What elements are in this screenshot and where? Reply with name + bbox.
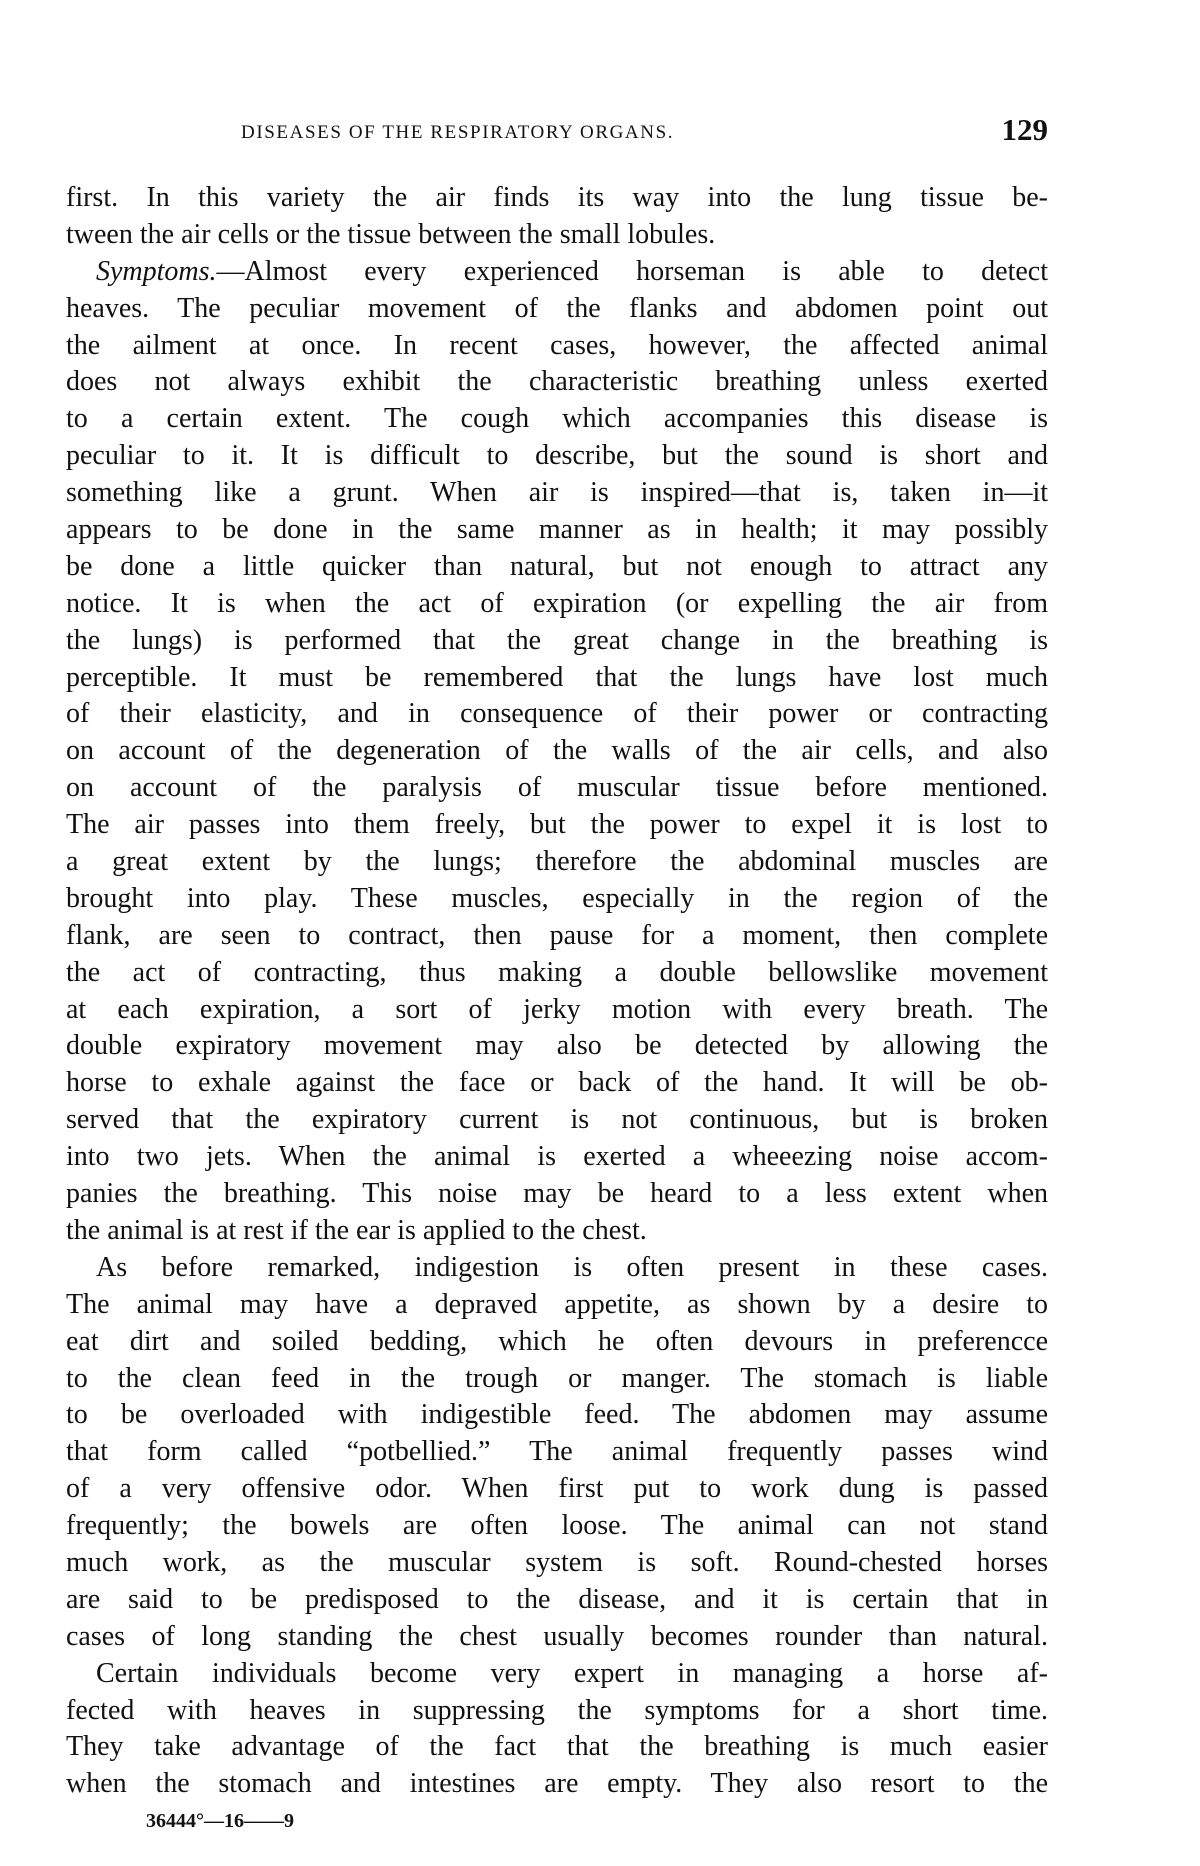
text-line (66, 1582, 1048, 1619)
line-text: on account of the degeneration of the walls of the air cells, and also (66, 735, 1048, 767)
text-line (66, 1250, 1048, 1287)
text-line (66, 1729, 1048, 1766)
text-line (66, 1508, 1048, 1545)
line-text: first. In this variety the air finds its way into the lung tissue be- (66, 182, 1048, 213)
text-line (66, 549, 1048, 586)
text-line (66, 586, 1048, 623)
text-line (66, 660, 1048, 697)
page-number: 129 (1001, 112, 1048, 147)
line-text: —Almost every experienced horseman is able to detect (216, 255, 1048, 287)
line-text: eat dirt and soiled bedding, which he often devours in preferencce (66, 1325, 1048, 1357)
text-line (66, 918, 1048, 955)
text-line (66, 881, 1048, 918)
line-text: be done a little quicker than natural, but not enough to attract any (66, 550, 1048, 582)
text-line (66, 401, 1048, 438)
text-line (66, 328, 1048, 365)
line-text: double expiratory movement may also be detected by allowing the (66, 1030, 1048, 1062)
text-line (66, 475, 1048, 512)
text-line (66, 1397, 1048, 1434)
text-line (66, 438, 1048, 475)
text-line (66, 1471, 1048, 1508)
text-line (66, 1176, 1048, 1213)
text-line (66, 1619, 1048, 1656)
line-text: are said to be predisposed to the disease, and it is certain that in (66, 1583, 1048, 1615)
line-text: into two jets. When the animal is exerted a wheeezing noise accom- (66, 1141, 1048, 1173)
page-header (66, 112, 1048, 152)
line-text: The animal may have a depraved appetite, as shown by a desire to (66, 1288, 1048, 1320)
text-line (66, 254, 1048, 291)
line-text: on account of the paralysis of muscular tissue before mentioned. (66, 772, 1048, 804)
text-line (66, 364, 1048, 401)
text-line (66, 180, 1048, 217)
text-line (66, 291, 1048, 328)
line-text: brought into play. These muscles, especially in the region of the (66, 882, 1048, 914)
line-text: panies the breathing. This noise may be heard to a less extent when (66, 1178, 1048, 1210)
line-text: They take advantage of the fact that the breathing is much easier (66, 1731, 1048, 1763)
line-text: to a certain extent. The cough which accompanies this disease is (66, 403, 1048, 435)
section-heading: Symptoms. (96, 255, 217, 287)
text-line (66, 1324, 1048, 1361)
line-text: at each expiration, a sort of jerky motion with every breath. The (66, 993, 1048, 1025)
text-line (66, 1766, 1048, 1803)
line-text: the animal is at rest if the ear is applied to the chest. (66, 1214, 647, 1246)
text-line (66, 1065, 1048, 1102)
text-line (66, 1656, 1048, 1693)
line-text: The air passes into them freely, but the power to expel it is lost to (66, 809, 1048, 841)
text-line (66, 844, 1048, 881)
line-text: to be overloaded with indigestible feed. The abdomen may assume (66, 1399, 1048, 1431)
text-line (66, 955, 1048, 992)
line-text: a great extent by the lungs; therefore the abdominal muscles are (66, 846, 1048, 878)
text-line (66, 1434, 1048, 1471)
line-text: something like a grunt. When air is inspired—that is, taken in—it (66, 477, 1048, 509)
line-text: perceptible. It must be remembered that the lungs have lost much (66, 661, 1048, 693)
text-line (66, 1028, 1048, 1065)
line-text: the lungs) is performed that the great change in the breathing is (66, 624, 1048, 656)
line-text: notice. It is when the act of expiration (or expelling the air from (66, 587, 1048, 619)
line-text: when the stomach and intestines are empty. They also resort to the (66, 1768, 1048, 1800)
line-text: fected with heaves in suppressing the symptoms for a short time. (66, 1694, 1048, 1726)
text-line (66, 696, 1048, 733)
text-line (66, 1361, 1048, 1398)
line-text: the ailment at once. In recent cases, however, the affected animal (66, 329, 1048, 361)
body-text (66, 180, 1048, 1803)
line-text: to the clean feed in the trough or manger. The stomach is liable (66, 1362, 1048, 1394)
text-line (66, 1693, 1048, 1730)
line-text: horse to exhale against the face or back of the hand. It will be ob- (66, 1067, 1048, 1099)
text-line (66, 1102, 1048, 1139)
line-text: As before remarked, indigestion is often present in these cases. (96, 1251, 1048, 1283)
line-text: of their elasticity, and in consequence of their power or contracting (66, 698, 1048, 730)
text-line (66, 512, 1048, 549)
line-text: tween the air cells or the tissue between the small lobules. (66, 218, 716, 250)
line-text: peculiar to it. It is difficult to describe, but the sound is short and (66, 440, 1048, 472)
line-text: cases of long standing the chest usually becomes rounder than natural. (66, 1620, 1048, 1652)
text-line (66, 623, 1048, 660)
text-line (66, 1213, 1048, 1250)
line-text: much work, as the muscular system is soft. Round-chested horses (66, 1546, 1048, 1578)
line-text: frequently; the bowels are often loose. The animal can not stand (66, 1510, 1048, 1542)
text-line (66, 1139, 1048, 1176)
text-line (66, 1287, 1048, 1324)
text-line (66, 1545, 1048, 1582)
running-head: DISEASES OF THE RESPIRATORY ORGANS. (241, 122, 675, 143)
text-line (66, 807, 1048, 844)
line-text: does not always exhibit the characteristic breathing unless exerted (66, 366, 1048, 398)
text-line (66, 992, 1048, 1029)
line-text: flank, are seen to contract, then pause for a moment, then complete (66, 919, 1048, 951)
line-text: that form called “potbellied.” The animal frequently passes wind (66, 1436, 1048, 1468)
line-text: served that the expiratory current is not continuous, but is broken (66, 1104, 1048, 1136)
text-line (66, 770, 1048, 807)
printer-signature: 36444°—16——9 (146, 1810, 294, 1832)
line-text: of a very offensive odor. When first put to work dung is passed (66, 1473, 1048, 1505)
line-text: heaves. The peculiar movement of the flanks and abdomen point out (66, 292, 1048, 324)
line-text: appears to be done in the same manner as in health; it may possibly (66, 514, 1048, 546)
text-line (66, 217, 1048, 254)
line-text: the act of contracting, thus making a double bellowslike movement (66, 956, 1048, 988)
line-text: Certain individuals become very expert in managing a horse af- (96, 1657, 1048, 1689)
text-line (66, 733, 1048, 770)
